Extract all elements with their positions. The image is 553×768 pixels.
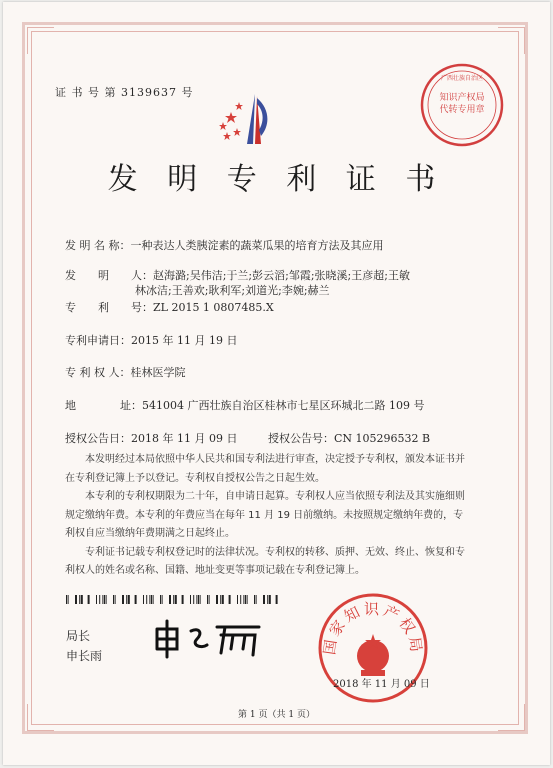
page-title: 发 明 专 利 证 书 — [107, 162, 446, 197]
body-paragraph: 专利证书记载专利权登记时的法律状况。专利权的转移、质押、无效、终止、恢复和专利权人的姓名或名称、国籍、地址变更等事项记载在专利登记簿上。 — [65, 546, 465, 576]
svg-text:广西壮族自治区: 广西壮族自治区 — [440, 75, 484, 82]
inventors-line-2: 林冰洁;王善欢;耿利军;刘道光;李婉;赫兰 — [135, 284, 330, 297]
corner-ornament — [498, 27, 525, 54]
seal-date: 2018 年 11 月 09 日 — [333, 679, 430, 690]
invention-name-value: 一种表达人类胰淀素的蔬菜瓜果的培育方法及其应用 — [130, 239, 384, 252]
svg-text:知识产权局: 知识产权局 — [439, 93, 485, 103]
patent-number-value: ZL 2015 1 0807485.X — [153, 301, 274, 314]
certificate-number: 证 书 号 第 3139637 号 — [55, 86, 194, 99]
grant-number-label: 授权公告号： — [268, 432, 334, 445]
svg-text:国家知识产权局: 国家知识产权局 — [320, 600, 426, 656]
corner-ornament — [27, 27, 54, 54]
patentee-value: 桂林医学院 — [130, 366, 186, 379]
grant-date-value: 2018 年 11 月 09 日 — [131, 432, 238, 445]
certificate-body — [65, 451, 469, 581]
director-title: 局长 — [66, 629, 91, 643]
handwritten-signature — [151, 619, 271, 663]
filing-date-row — [65, 333, 237, 348]
patentee-label: 专 利 权 人： — [65, 366, 131, 379]
address-label: 地 址： — [65, 399, 142, 412]
inventor-label: 发 明 人： — [65, 269, 153, 282]
body-paragraph: 本专利的专利权期限为二十年，自申请日起算。专利权人应当依照专利法及其实施细则规定缴纳年费。本专利的年费应当在每年 11 月 19 日前缴纳。未按照规定缴纳年费的，专利权自应当缴纳年费期满之日起终止。 — [65, 491, 465, 539]
inventor-row — [65, 268, 410, 283]
grant-date-label: 授权公告日： — [65, 432, 131, 445]
director-name: 申长雨 — [66, 649, 103, 663]
invention-name-label: 发 明 名 称： — [65, 239, 131, 252]
filing-date-label: 专利申请日： — [65, 334, 131, 347]
body-paragraph: 本发明经过本局依照中华人民共和国专利法进行审查，决定授予专利权，颁发本证书并在专利登记簿上予以登记。专利权自授权公告之日起生效。 — [65, 454, 465, 484]
page-number: 第 1 页（共 1 页） — [238, 710, 315, 720]
grant-number-value: CN 105296532 B — [334, 432, 431, 445]
address-row — [65, 398, 424, 413]
filing-date-value: 2015 年 11 月 19 日 — [131, 334, 238, 347]
patent-office-emblem — [217, 90, 283, 156]
inventors-line-1: 赵海潞;吴伟洁;于兰;彭云滔;邹霞;张晓溪;王彦超;王敏 — [153, 269, 410, 282]
grant-date-row — [65, 431, 237, 446]
official-seal — [317, 592, 429, 708]
patent-number-row — [65, 300, 274, 315]
patent-number-label: 专 利 号： — [65, 301, 153, 314]
signature-block — [66, 626, 102, 666]
address-value: 541004 广西壮族自治区桂林市七星区环城北二路 109 号 — [142, 399, 425, 412]
grant-number-row — [268, 431, 430, 446]
svg-text:代转专用章: 代转专用章 — [439, 105, 485, 115]
barcode — [66, 589, 282, 598]
certificate-sheet — [3, 2, 550, 765]
invention-name-row — [65, 238, 384, 253]
agency-stamp — [419, 62, 505, 152]
patentee-row — [65, 365, 186, 380]
